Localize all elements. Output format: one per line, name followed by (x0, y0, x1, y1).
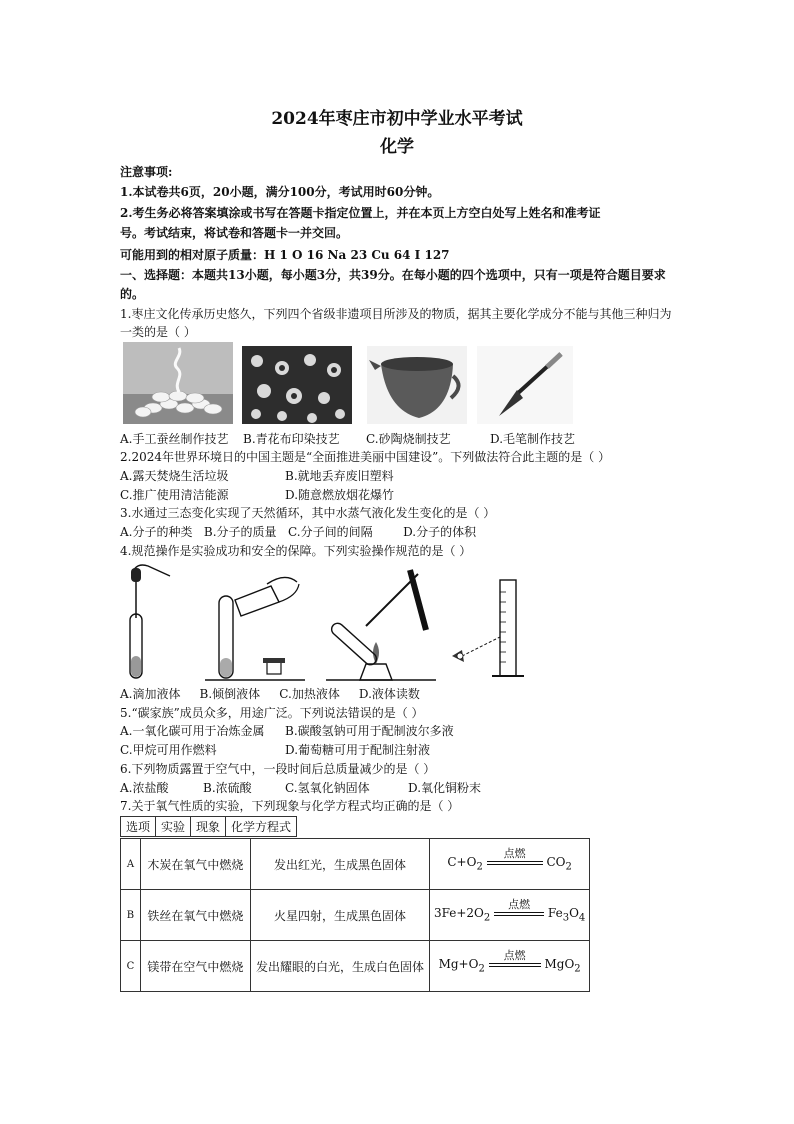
q6-option-a[interactable]: A.浓盐酸 (120, 781, 169, 795)
q5-stem: 5.“碳家族”成员众多，用途广泛。下列说法错误的是（ ） (120, 706, 424, 720)
graduated-cylinder-drawing (448, 576, 528, 682)
writing-brush-image (477, 346, 573, 424)
section-1-line1: 一、选择题：本题共13小题，每小题3分，共39分。在每小题的四个选项中，只有一项是符合题目要求 (120, 268, 666, 282)
row-option: C (121, 941, 141, 992)
condition-label: 点燃 (503, 846, 526, 860)
q2-option-a[interactable]: A.露天焚烧生活垃圾 (120, 469, 229, 483)
q1-option-a[interactable]: A.手工蚕丝制作技艺 (120, 432, 229, 446)
q3-options[interactable]: A.分子的种类 B.分子的质量 C.分子间的间隔 D.分子的体积 (120, 525, 477, 539)
q6-option-b[interactable]: B.浓硫酸 (203, 781, 252, 795)
row-option: B (121, 890, 141, 941)
q4-options[interactable]: A.滴加液体 B.倾倒液体 C.加热液体 D.液体读数 (120, 687, 420, 701)
row-experiment: 镁带在空气中燃烧 (140, 941, 250, 992)
row-phenomenon: 发出红光，生成黑色固体 (250, 839, 430, 890)
blue-print-cloth-image (242, 346, 352, 424)
pouring-liquid-drawing (205, 566, 305, 682)
q6-option-c[interactable]: C.氢氧化钠固体 (285, 781, 370, 795)
q7-stem: 7.关于氧气性质的实验，下列现象与化学方程式均正确的是（ ） (120, 799, 460, 813)
q5-option-b[interactable]: B.碳酸氢钠可用于配制波尔多液 (285, 724, 454, 738)
q6-stem: 6.下列物质露置于空气中，一段时间后总质量减少的是（ ） (120, 762, 436, 776)
q5-option-a[interactable]: A.一氧化碳可用于冶炼金属 (120, 724, 265, 738)
dropper-test-tube-drawing (118, 560, 178, 682)
notes-item-1: 1.本试卷共6页，20小题，满分100分，考试用时60分钟。 (120, 185, 440, 199)
q4-stem: 4.规范操作是实验成功和安全的保障。下列实验操作规范的是（ ） (120, 544, 472, 558)
condition-label: 点燃 (503, 948, 526, 962)
row-experiment: 木炭在氧气中燃烧 (140, 839, 250, 890)
q7-options-table (120, 838, 590, 992)
q3-stem: 3.水通过三态变化实现了天然循环，其中水蒸气液化发生变化的是（ ） (120, 506, 496, 520)
q2-option-c[interactable]: C.推广使用清洁能源 (120, 488, 229, 502)
condition-label: 点燃 (508, 897, 531, 911)
q1-option-d[interactable]: D.毛笔制作技艺 (490, 432, 576, 446)
q1-option-c[interactable]: C.砂陶烧制技艺 (366, 432, 451, 446)
row-phenomenon: 发出耀眼的白光，生成白色固体 (250, 941, 430, 992)
q2-option-b[interactable]: B.就地丢弃废旧塑料 (285, 469, 394, 483)
exam-title: 2024年枣庄市初中学业水平考试 (271, 109, 523, 129)
q5-option-d[interactable]: D.葡萄糖可用于配制注射液 (285, 743, 431, 757)
row-equation: $Mg+O_2$ 点燃 MgO$_2$ (430, 941, 590, 992)
table-row[interactable] (121, 941, 590, 992)
q7-header-phenomenon: 现象 (191, 817, 226, 837)
q2-stem: 2.2024年世界环境日的中国主题是“全面推进美丽中国建设”。下列做法符合此主题的是（ ） (120, 450, 611, 464)
q6-option-d[interactable]: D.氧化铜粉末 (408, 781, 482, 795)
q7-header-option: 选项 (121, 817, 156, 837)
row-option: A (121, 839, 141, 890)
q7-header-equation: 化学方程式 (226, 817, 297, 837)
table-row[interactable] (121, 839, 590, 890)
q7-header-experiment: 实验 (156, 817, 191, 837)
q5-option-c[interactable]: C.甲烷可用作燃料 (120, 743, 217, 757)
q2-option-d[interactable]: D.随意燃放烟花爆竹 (285, 488, 395, 502)
silk-cocoon-image (123, 342, 233, 424)
row-equation: $3Fe+2O_2$ 点燃 $Fe_3O_4$ (430, 890, 590, 941)
table-row[interactable] (121, 890, 590, 941)
row-experiment: 铁丝在氧气中燃烧 (140, 890, 250, 941)
notes-item-2a: 2.考生务必将答案填涂或书写在答题卡指定位置上，并在本页上方空白处写上姓名和准考证 (120, 206, 601, 220)
clay-pottery-image (367, 346, 467, 424)
row-phenomenon: 火星四射，生成黑色固体 (250, 890, 430, 941)
q1-stem-1: 1.枣庄文化传承历史悠久，下列四个省级非遗项目所涉及的物质，据其主要化学成分不能与其他三种归为 (120, 307, 672, 321)
q1-option-b[interactable]: B.青花布印染技艺 (243, 432, 340, 446)
row-equation: $C+O_2$ 点燃 $CO_2$ (430, 839, 590, 890)
q7-header-table (120, 816, 297, 837)
atomic-masses: 可能用到的相对原子质量：H 1 O 16 Na 23 Cu 64 I 127 (120, 248, 450, 262)
notes-item-2b: 号。考试结束，将试卷和答题卡一并交回。 (120, 226, 349, 240)
section-1-line2: 的。 (120, 287, 145, 301)
exam-subject: 化学 (380, 137, 414, 157)
q1-stem-2: 一类的是（ ） (120, 325, 196, 339)
heating-liquid-drawing (326, 566, 436, 682)
notes-heading: 注意事项: (120, 165, 173, 179)
